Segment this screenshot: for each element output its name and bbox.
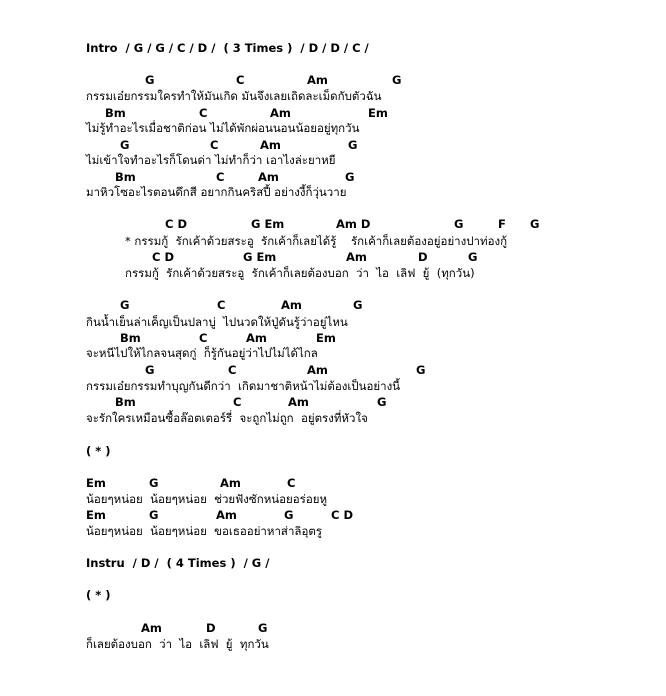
chord: G [284, 508, 294, 522]
lyric-line: กรรมเอ๋ยกรรมใครทำให้มันเกิด มันจึงเลยเถิดละเม็ดกับตัวฉัน [86, 89, 382, 103]
chord: G [530, 217, 540, 231]
chord: C D [331, 508, 353, 522]
chord: C D [152, 250, 174, 264]
chord: Am [216, 508, 237, 522]
lyric-line: ก็เลยต้องบอก ว่า ไอ เลิฟ ยู้ ทุกวัน [86, 637, 269, 651]
chord: Bm [105, 106, 126, 120]
chord: C [199, 106, 208, 120]
chord: Am [346, 250, 367, 264]
lyric-line: น้อยๆหน่อย น้อยๆหน่อย ช่วยฟังซักหน่อยอร่อยหู [86, 492, 328, 506]
chord: Bm [115, 395, 136, 409]
chord: C [210, 138, 219, 152]
chord: G Em [243, 250, 277, 264]
chord: C [236, 73, 245, 87]
chord: G [149, 476, 159, 490]
chord: C [287, 476, 296, 490]
chord: Am [288, 395, 309, 409]
lyric-line: น้อยๆหน่อย น้อยๆหน่อย ขอเธออย่าหาส่าลิอุตรู [86, 524, 323, 538]
chord: G [348, 138, 358, 152]
chord: Am [260, 138, 281, 152]
chorus-repeat-marker: ( * ) [86, 444, 111, 458]
chord: Am [307, 73, 328, 87]
chord: F [498, 217, 506, 231]
chord: Em [86, 508, 106, 522]
chord: Am [246, 331, 267, 345]
chord: G [149, 508, 159, 522]
lyric-line: * กรรมกู้ รักเค้าด้วยสระอู รักเค้าก็เลยได้รู้ รักเค้าก็เลยต้องอยู่อย่างปาท่องกู้ [125, 234, 508, 248]
chord: Am [258, 170, 279, 184]
chord: G [377, 395, 387, 409]
chord: C D [165, 217, 187, 231]
lyric-line: กรรมกู้ รักเค้าด้วยสระอู รักเค้าก็เลยต้องบอก ว่า ไอ เลิฟ ยู้ (ทุกวัน) [125, 266, 475, 280]
lyric-line: มาหิวโซอะไรตอนดึกสี อยากกินคริสปี้ อย่างงี้ก็วุ่นวาย [86, 185, 347, 199]
chord: C [199, 331, 208, 345]
lyric-line: ไม่เข้าใจทำอะไรก็โดนด่า ไม่ทำก็ว่า เอาไงล่ะยาหยี [86, 153, 336, 167]
chord: D [418, 250, 428, 264]
lyric-line: กินน้ำเย็นล่าเค็ญเป็นปลาบู่ ไปนวดให้ปู่ดันรู้ว่าอยู่ไหน [86, 315, 348, 329]
chord: G [454, 217, 464, 231]
lyric-line: จะรักใครเหมือนซื้อล๊อตเตอร์รี่ จะถูกไม่ถูก อยู่ตรงที่หัวใจ [86, 411, 368, 425]
chord: G [145, 363, 155, 377]
chord: C [216, 170, 225, 184]
chord: G [120, 298, 130, 312]
lyric-line: จะหนีไปให้ไกลจนสุดกู่ ก็รู้กันอยู่ว่าไปไม่ได้ไกล [86, 346, 318, 360]
chord: G [468, 250, 478, 264]
chord: G Em [251, 217, 285, 231]
chord: Bm [115, 170, 136, 184]
lyric-line: กรรมเอ๋ยกรรมทำบุญกันดีกว่า เกิดมาชาติหน้าไม่ต้องเป็นอย่างนี้ [86, 379, 401, 393]
chord: G [345, 170, 355, 184]
chord: Am D [336, 217, 371, 231]
chord: C [228, 363, 237, 377]
chord: C [233, 395, 242, 409]
chord: G [258, 621, 268, 635]
chord: Bm [120, 331, 141, 345]
chord: Am [220, 476, 241, 490]
chord: Am [141, 621, 162, 635]
chord: Em [368, 106, 388, 120]
chord: Em [86, 476, 106, 490]
chord: G [353, 298, 363, 312]
intro-line: Intro / G / G / C / D / ( 3 Times ) / D / D / C / [86, 41, 369, 55]
lyric-line: ไม่รู้ทำอะไรเมื่อชาติก่อน ไม่ได้พักผ่อนนอนน้อยอยู่ทุกวัน [86, 121, 360, 135]
chord: G [416, 363, 426, 377]
chord: G [392, 73, 402, 87]
instrumental-line: Instru / D / ( 4 Times ) / G / [86, 556, 270, 570]
chord: Am [307, 363, 328, 377]
chord: C [217, 298, 226, 312]
chorus-repeat-marker: ( * ) [86, 588, 111, 602]
chord: D [206, 621, 216, 635]
chord: G [120, 138, 130, 152]
chord: Am [270, 106, 291, 120]
chord: G [145, 73, 155, 87]
chord: Em [316, 331, 336, 345]
chord: Am [281, 298, 302, 312]
